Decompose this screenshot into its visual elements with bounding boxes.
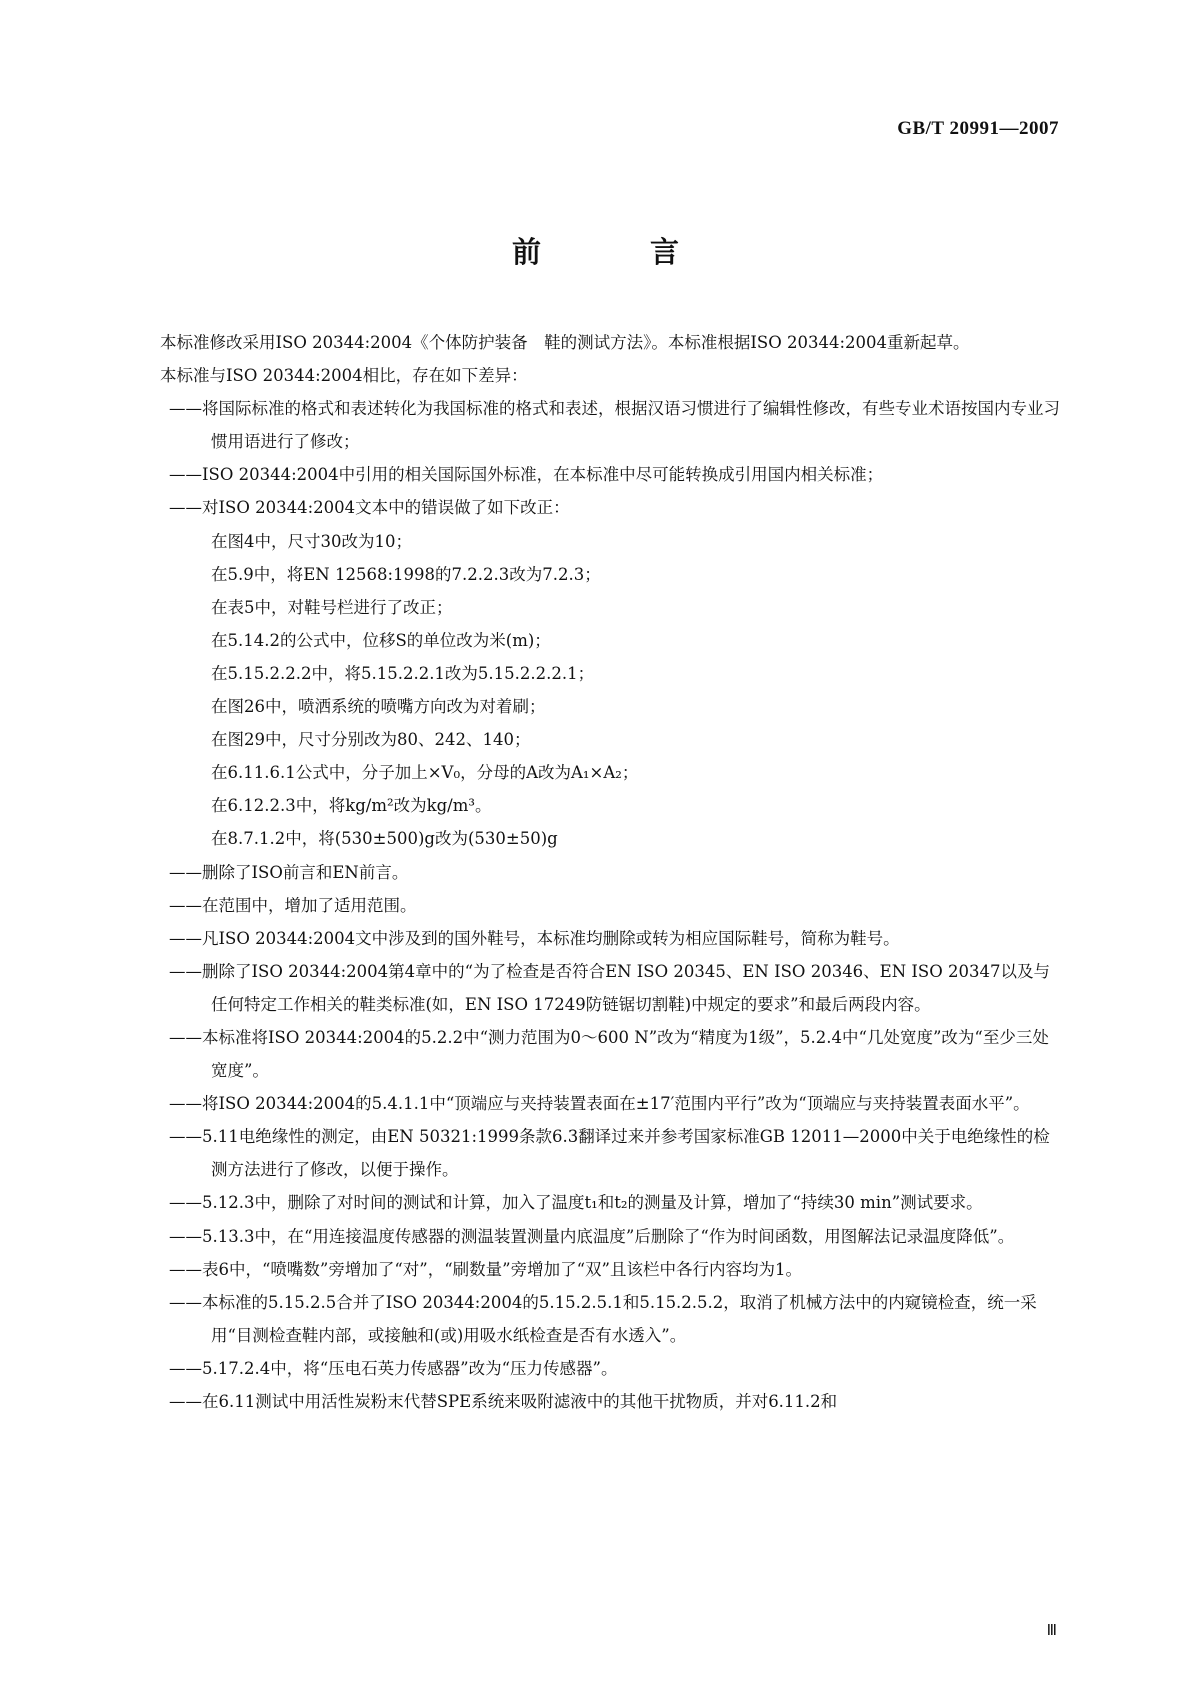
correction-item: 在8.7.1.2中，将(530±500)g改为(530±50)g (211, 829, 558, 849)
correction-item: 在6.11.6.1公式中，分子加上×V₀，分母的A改为A₁×A₂； (211, 763, 639, 783)
list-item: ——对ISO 20344:2004文本中的错误做了如下改正： (169, 498, 570, 518)
list-item: ——在范围中，增加了适用范围。 (169, 895, 417, 915)
list-item: ——将国际标准的格式和表述转化为我国标准的格式和表述，根据汉语习惯进行了编辑性修改，有些专业术语按国内专业习惯用语进行了修改； (169, 399, 1060, 452)
correction-item: 在5.15.2.2.2中，将5.15.2.2.1改为5.15.2.2.2.1； (211, 663, 595, 683)
correction-item: 在5.9中，将EN 12568:1998的7.2.2.3改为7.2.3； (211, 564, 601, 584)
standard-code: GB/T 20991—2007 (897, 118, 1059, 139)
list-item: ——5.17.2.4中，将“压电石英力传感器”改为“压力传感器”。 (169, 1358, 618, 1378)
list-item: ——本标准将ISO 20344:2004的5.2.2中“测力范围为0～600 N”改为“精度为1级”，5.2.4中“几处宽度”改为“至少三处宽度”。 (169, 1027, 1049, 1081)
list-item: ——5.12.3中，删除了对时间的测试和计算，加入了温度t₁和t₂的测量及计算，增加了“持续30 min”测试要求。 (169, 1193, 983, 1213)
list-item: ——ISO 20344:2004中引用的相关国际国外标准，在本标准中尽可能转换成引用国内相关标准； (169, 465, 884, 485)
list-item: ——5.11电绝缘性的测定，由EN 50321:1999条款6.3翻译过来并参考国家标准GB 12011—2000中关于电绝缘性的检测方法进行了修改，以便于操作。 (169, 1127, 1050, 1180)
list-item: ——凡ISO 20344:2004文中涉及到的国外鞋号，本标准均删除或转为相应国际鞋号，简称为鞋号。 (169, 928, 900, 948)
correction-item: 在5.14.2的公式中，位移S的单位改为米(m)； (211, 630, 551, 650)
list-item: ——本标准的5.15.2.5合并了ISO 20344:2004的5.15.2.5.1和5.15.2.5.2，取消了机械方法中的内窥镜检查，统一采用“目测检查鞋内部，或接触和(或)用吸水纸检查是否有水透入”。 (169, 1292, 1037, 1345)
intro-paragraph: 本标准修改采用ISO 20344:2004《个体防护装备 鞋的测试方法》。本标准根据ISO 20344:2004重新起草。 (160, 333, 970, 352)
list-item: ——在6.11测试中用活性炭粉末代替SPE系统来吸附滤液中的其他干扰物质，并对6.11.2和 (169, 1392, 838, 1411)
page-title: 前 言 (511, 235, 719, 269)
list-item: ——将ISO 20344:2004的5.4.1.1中“顶端应与夹持装置表面在±17′范围内平行”改为“顶端应与夹持装置表面水平”。 (169, 1094, 1030, 1114)
foreword-body (127, 326, 1064, 1418)
page-number: Ⅲ (1046, 1623, 1057, 1639)
correction-item: 在6.12.2.3中，将kg/m²改为kg/m³。 (211, 796, 492, 816)
correction-item: 在图4中，尺寸30改为10； (211, 531, 412, 551)
intro-paragraph: 本标准与ISO 20344:2004相比，存在如下差异： (160, 366, 528, 386)
correction-item: 在图26中，喷洒系统的喷嘴方向改为对着刷； (211, 697, 546, 717)
list-item: ——删除了ISO 20344:2004第4章中的“为了检查是否符合EN ISO 20345、EN ISO 20346、EN ISO 20347以及与任何特定工作相关的鞋类标准(如，EN ISO 17249防链锯切割鞋)中规定的要求”和最后两段内容。 (169, 961, 1050, 1014)
correction-item: 在表5中，对鞋号栏进行了改正； (211, 597, 453, 617)
list-item: ——删除了ISO前言和EN前言。 (169, 862, 409, 882)
correction-item: 在图29中，尺寸分别改为80、242、140； (211, 730, 531, 750)
list-item: ——5.13.3中，在“用连接温度传感器的测温装置测量内底温度”后删除了“作为时间函数，用图解法记录温度降低”。 (169, 1226, 1015, 1246)
list-item: ——表6中，“喷嘴数”旁增加了“对”，“刷数量”旁增加了“双”且该栏中各行内容均为1。 (169, 1259, 802, 1279)
